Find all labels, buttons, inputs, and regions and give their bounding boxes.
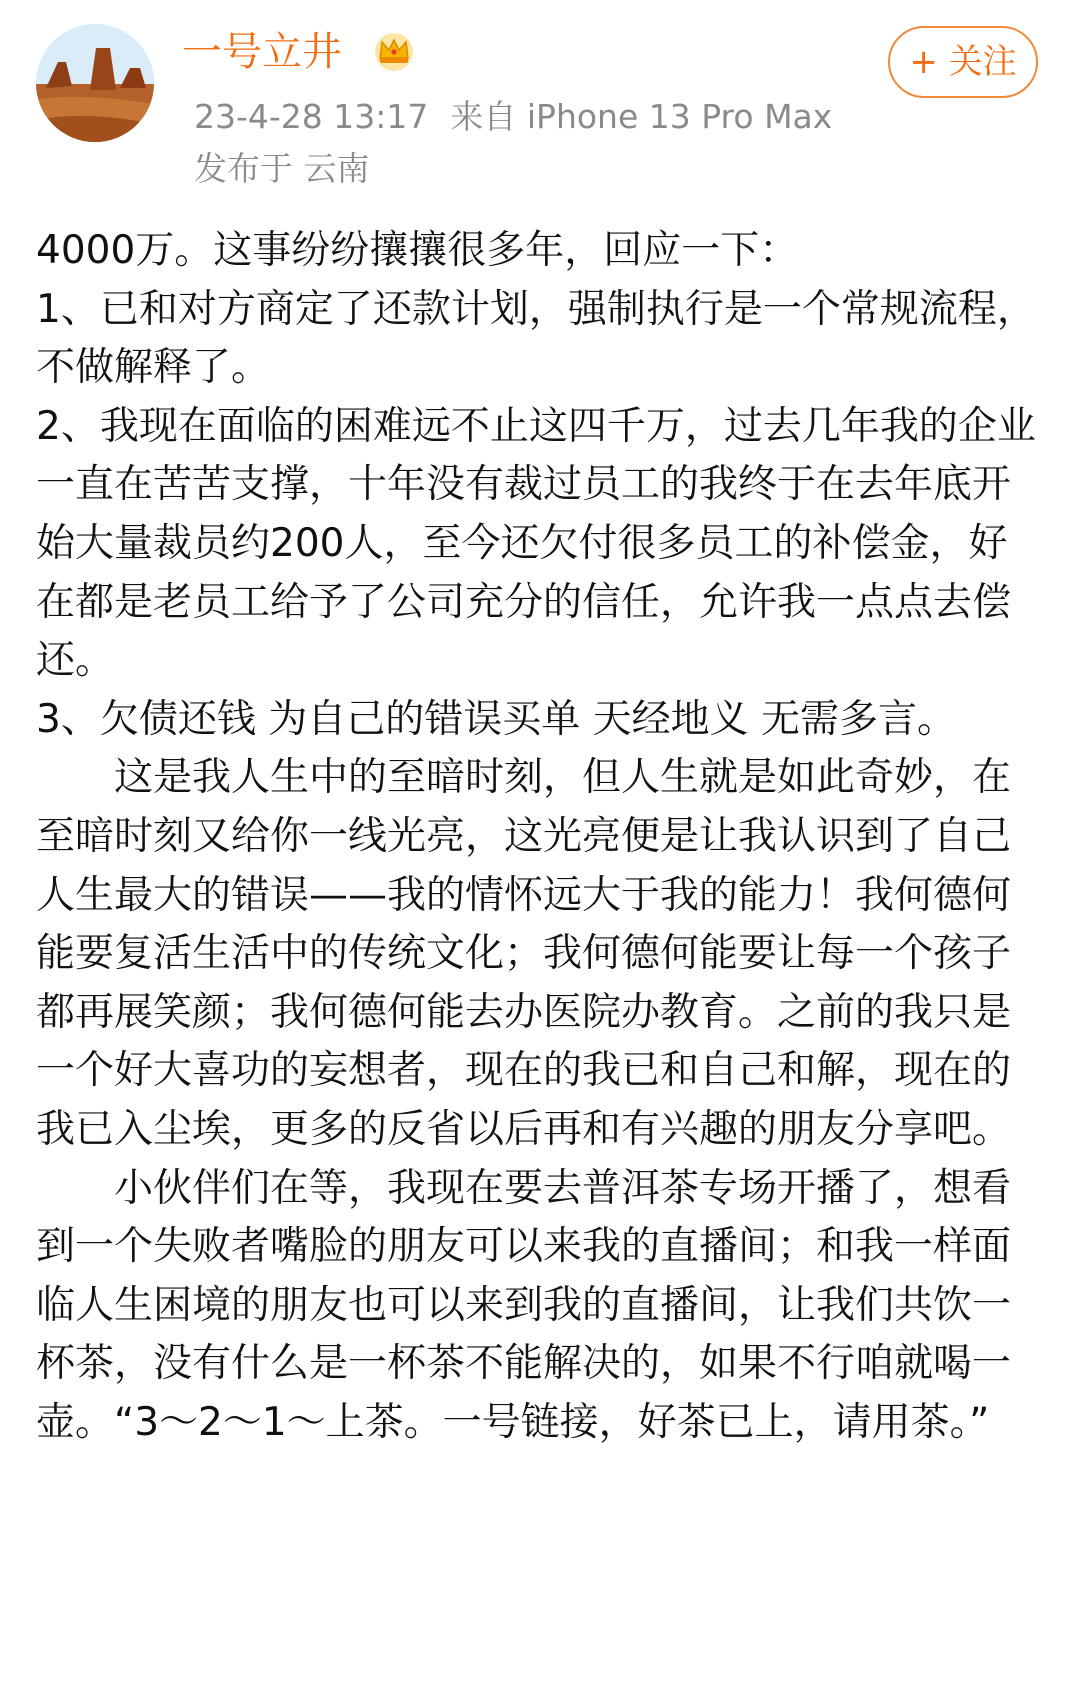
post-header [0, 0, 1080, 200]
post-paragraph-2: 1、已和对方商定了还款计划，强制执行是一个常规流程，不做解释了。 [36, 286, 1036, 391]
post-paragraph-6: 小伙伴们在等，我现在要去普洱茶专场开播了，想看到一个失败者嘴脸的朋友可以来我的直播间；和我一样面临人生困境的朋友也可以来到我的直播间，让我们共饮一杯茶，没有什么是一杯茶不能解决的，如果不行咱就喝一壶。“3～2～1～上茶。一号链接，好茶已上，请用茶。” [36, 1165, 1012, 1445]
post-paragraph-5: 这是我人生中的至暗时刻，但人生就是如此奇妙，在至暗时刻又给你一线光亮，这光亮便是让我认识到了自己人生最大的错误——我的情怀远大于我的能力！我何德何能要复活生活中的传统文化；我何德何能要让每一个孩子都再展笑颜；我何德何能去办医院办教育。之前的我只是一个好大喜功的妄想者，现在的我已和自己和解，现在的我已入尘埃，更多的反省以后再和有兴趣的朋友分享吧。 [36, 755, 1012, 1152]
avatar[interactable] [36, 24, 154, 142]
post-paragraph-1: 4000万。这事纷纷攘攘很多年，回应一下： [36, 228, 799, 273]
post-location: 发布于 云南 [194, 149, 370, 188]
crown-icon [372, 30, 416, 72]
desert-landscape-avatar-icon [36, 24, 154, 142]
post-paragraph-4: 3、欠债还钱 为自己的错误买单 天经地义 无需多言。 [36, 696, 957, 742]
username[interactable]: 一号立井 [182, 29, 342, 75]
post-meta [194, 96, 832, 138]
post-body [36, 222, 1046, 1452]
follow-button[interactable]: + 关注 [888, 26, 1038, 98]
post-timestamp: 23-4-28 13:17 [194, 97, 429, 136]
post-source: 来自 iPhone 13 Pro Max [450, 97, 833, 136]
post-paragraph-3: 2、我现在面临的困难远不止这四千万，过去几年我的企业一直在苦苦支撑，十年没有裁过员工的我终于在去年底开始大量裁员约200人，至今还欠付很多员工的补偿金，好在都是老员工给予了公司充分的信任，允许我一点点去偿还。 [36, 403, 1036, 684]
